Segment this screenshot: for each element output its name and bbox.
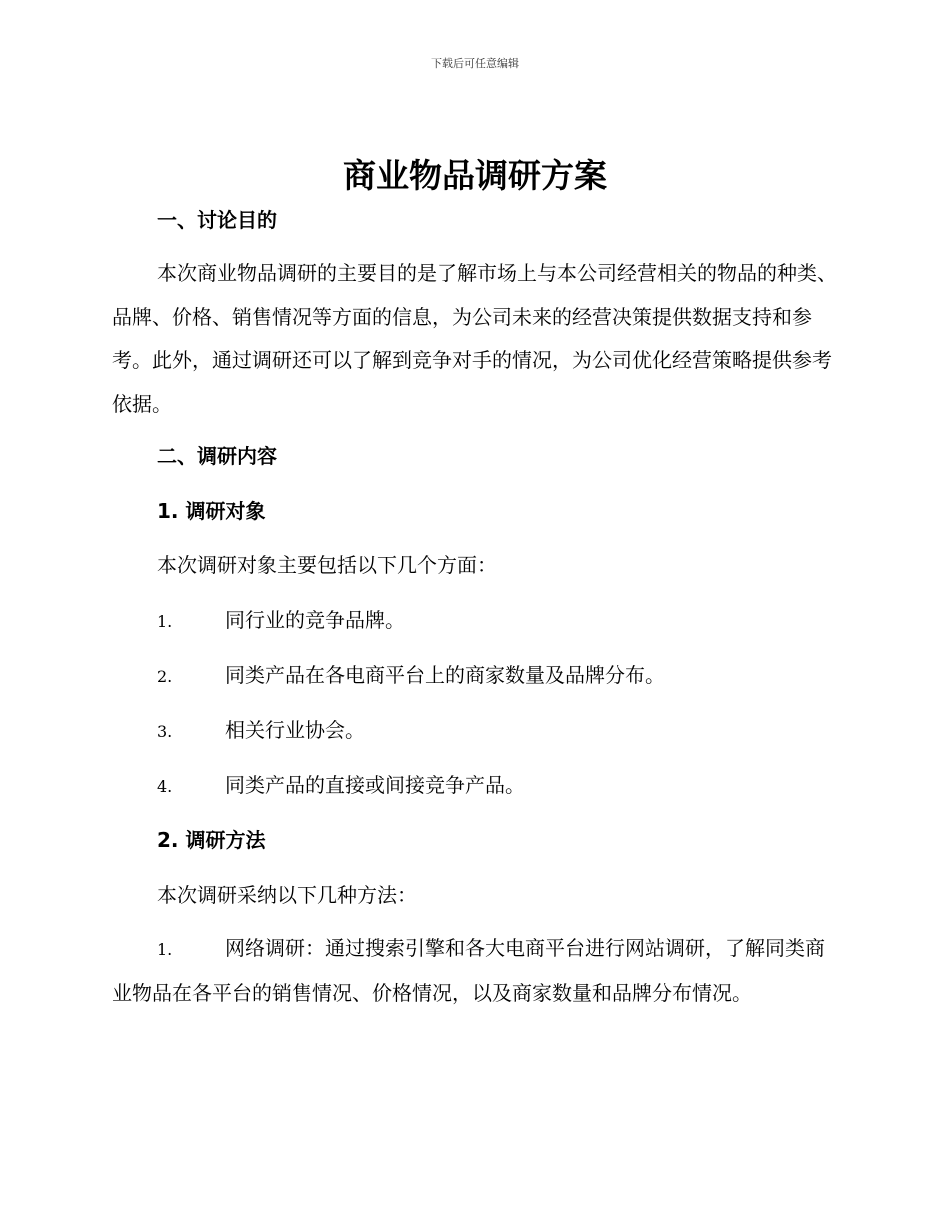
list-item-text: 同行业的竞争品牌。 <box>225 608 405 632</box>
list-item-number: 3. <box>157 722 173 741</box>
list-item <box>157 715 847 747</box>
list-item-text: 相关行业协会。 <box>225 718 365 742</box>
list-item-number: 2. <box>157 667 173 686</box>
list-item-text: 网络调研：通过搜索引擎和各大电商平台进行网站调研，了解同类商业物品在各平台的销售情况、价格情况，以及商家数量和品牌分布情况。 <box>112 936 825 1005</box>
methods-intro: 本次调研采纳以下几种方法： <box>157 883 417 907</box>
list-item-number: 4. <box>157 777 173 796</box>
subsection-heading-targets: 1. 调研对象 <box>157 499 266 523</box>
document-title: 商业物品调研方案 <box>343 156 607 195</box>
targets-intro: 本次调研对象主要包括以下几个方面： <box>157 553 497 577</box>
list-item <box>112 927 840 1015</box>
list-item-text: 同类产品的直接或间接竞争产品。 <box>225 773 525 797</box>
list-item <box>157 770 847 802</box>
page-header-note: 下载后可任意编辑 <box>431 57 519 70</box>
list-item-number: 1. <box>157 940 173 959</box>
list-item-text: 同类产品在各电商平台上的商家数量及品牌分布。 <box>225 663 665 687</box>
list-item-number: 1. <box>157 612 173 631</box>
purpose-paragraph: 本次商业物品调研的主要目的是了解市场上与本公司经营相关的物品的种类、品牌、价格、销售情况等方面的信息，为公司未来的经营决策提供数据支持和参考。此外，通过调研还可以了解到竞争对手的情况，为公司优化经营策略提供参考依据。 <box>112 261 837 416</box>
list-item <box>157 660 847 692</box>
section-heading-purpose: 一、讨论目的 <box>157 208 277 232</box>
subsection-heading-methods: 2. 调研方法 <box>157 828 266 852</box>
section-heading-content: 二、调研内容 <box>157 444 277 468</box>
list-item <box>157 605 847 637</box>
